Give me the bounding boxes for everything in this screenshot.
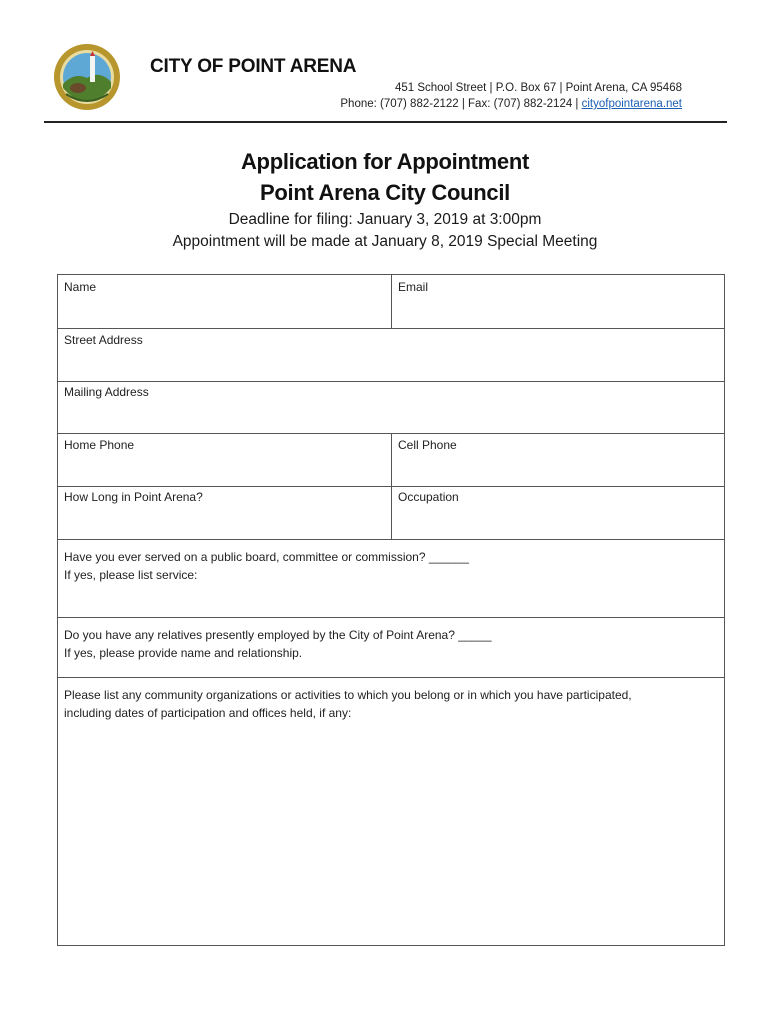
column-divider (391, 275, 392, 328)
row-divider (58, 381, 724, 382)
row-divider (58, 617, 724, 618)
street-address-field[interactable]: Street Address (64, 333, 143, 347)
org-name: CITY OF POINT ARENA (150, 56, 357, 77)
page-title: Application for Appointment (240, 149, 530, 174)
row-divider (58, 677, 724, 678)
row-divider (58, 539, 724, 540)
deadline-text: Deadline for filing: January 3, 2019 at 3:00pm (228, 211, 542, 228)
row-divider (58, 328, 724, 329)
email-field[interactable]: Email (398, 280, 429, 294)
address-line: 451 School Street | P.O. Box 67 | Point Arena, CA 95468 (394, 82, 682, 94)
page-subtitle: Point Arena City Council (260, 180, 510, 205)
occupation-field[interactable]: Occupation (398, 490, 459, 504)
name-field[interactable]: Name (64, 280, 97, 294)
phone-fax-text: Phone: (707) 882-2122 | Fax: (707) 882-2124 | (340, 98, 579, 110)
home-phone-field[interactable]: Home Phone (64, 438, 135, 452)
phone-fax-line (340, 98, 682, 110)
application-form (57, 274, 725, 946)
header-divider (44, 121, 727, 123)
meeting-text: Appointment will be made at January 8, 2019 Special Meeting (172, 233, 598, 250)
relatives-followup[interactable]: If yes, please provide name and relationship. (64, 646, 303, 660)
cell-phone-field[interactable]: Cell Phone (398, 438, 457, 452)
website-link[interactable]: cityofpointarena.net (581, 98, 682, 110)
community-question-cont[interactable]: including dates of participation and offices held, if any: (64, 706, 352, 720)
relatives-question[interactable]: Do you have any relatives presently employed by the City of Point Arena? _____ (64, 628, 492, 642)
mailing-address-field[interactable]: Mailing Address (64, 385, 149, 399)
community-question[interactable]: Please list any community organizations or activities to which you belong or in which you have participated, (64, 688, 632, 702)
city-seal-icon (52, 42, 122, 112)
public-board-question[interactable]: Have you ever served on a public board, committee or commission? ______ (64, 550, 469, 564)
column-divider (391, 433, 392, 539)
public-board-followup[interactable]: If yes, please list service: (64, 568, 198, 582)
how-long-field[interactable]: How Long in Point Arena? (64, 490, 203, 504)
